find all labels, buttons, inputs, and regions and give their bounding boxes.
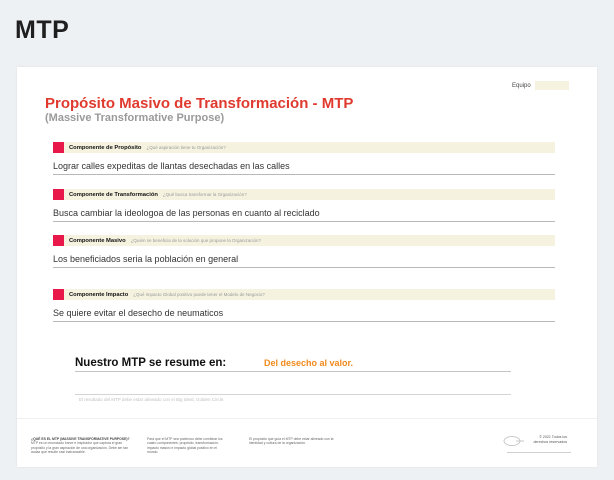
- footer-column-1-text: MTP es un enunciado breve e inspirador que captura el gran propósito y la gran aspiración de una organización. Debe ser tan audaz que resulte casi inalcanzable.: [31, 441, 129, 455]
- component-answer-text: Lograr calles expeditas de llantas desechadas en las calles: [53, 161, 290, 171]
- brand-logo-icon: [503, 435, 525, 447]
- mtp-summary-value[interactable]: Del desecho al valor.: [264, 358, 354, 368]
- component-answer-field[interactable]: [53, 300, 555, 322]
- component-transformacion: [53, 189, 555, 222]
- component-label: Componente de Propósito: [69, 144, 142, 151]
- component-header: [53, 235, 555, 246]
- footer-column-1: [31, 437, 135, 455]
- mtp-second-line: [75, 394, 511, 395]
- component-answer-text: Busca cambiar la ideologoa de las personas en cuanto al reciclado: [53, 208, 320, 218]
- component-marker-icon: [53, 189, 64, 200]
- component-question: ¿Qué busca transformar la Organización?: [162, 192, 247, 197]
- component-marker-icon: [53, 235, 64, 246]
- component-question: ¿Qué impacto Global positivo puede tener el Modelo de Negocio?: [133, 292, 265, 297]
- component-answer-field[interactable]: [53, 153, 555, 175]
- footer-column-2-text: Para que el MTP sea poderoso debe combinar los cuatro componentes: propósito, transformación, impacto masivo e impacto global positivo en el mundo.: [147, 437, 223, 455]
- component-proposito: [53, 142, 555, 175]
- component-masivo: [53, 235, 555, 268]
- component-label: Componente de Transformación: [69, 191, 158, 198]
- equipo-field: [512, 81, 569, 90]
- footer-divider: [17, 418, 597, 419]
- component-answer-field[interactable]: [53, 246, 555, 268]
- mtp-summary-row: [75, 356, 511, 372]
- component-marker-icon: [53, 142, 64, 153]
- equipo-label: Equipo: [512, 82, 531, 89]
- mtp-worksheet: [17, 67, 597, 467]
- footer-column-1-title: ¿QUÉ ES EL MTP (MASSIVE TRANSFORMATIVE PURPOSE)?: [31, 437, 130, 441]
- worksheet-title: Propósito Masivo de Transformación - MTP: [45, 95, 354, 112]
- mtp-note: El resultado del MTP debe estar alineado con el Big Ideal, Golden Circle.: [79, 397, 225, 402]
- footer-column-2: [147, 437, 223, 455]
- page-title: MTP: [15, 16, 70, 44]
- component-header: [53, 189, 555, 200]
- component-label: Componente Masivo: [69, 237, 126, 244]
- component-marker-icon: [53, 289, 64, 300]
- component-header: [53, 142, 555, 153]
- mtp-summary-label: Nuestro MTP se resume en:: [75, 357, 227, 369]
- component-label: Componente Impacto: [69, 291, 129, 298]
- equipo-input-box[interactable]: [535, 81, 569, 90]
- worksheet-subtitle: (Massive Transformative Purpose): [45, 112, 225, 124]
- component-answer-text: Los beneficiados seria la población en general: [53, 254, 239, 264]
- component-answer-text: Se quiere evitar el desecho de neumaticos: [53, 308, 224, 318]
- component-question: ¿Quién se beneficia de la solución que propone la Organización?: [130, 238, 262, 243]
- brand-logo-text: © 2021 Todos los derechos reservados: [533, 435, 567, 444]
- footer-column-3-text: El propósito que guía el MTP debe estar alineado con la identidad y cultura de la organización.: [249, 437, 334, 446]
- component-impacto: [53, 289, 555, 322]
- component-answer-field[interactable]: [53, 200, 555, 222]
- footer-column-3: [249, 437, 345, 446]
- component-header: [53, 289, 555, 300]
- component-question: ¿Qué aspiración tiene tu Organización?: [146, 145, 226, 150]
- logo-underline: [507, 452, 571, 453]
